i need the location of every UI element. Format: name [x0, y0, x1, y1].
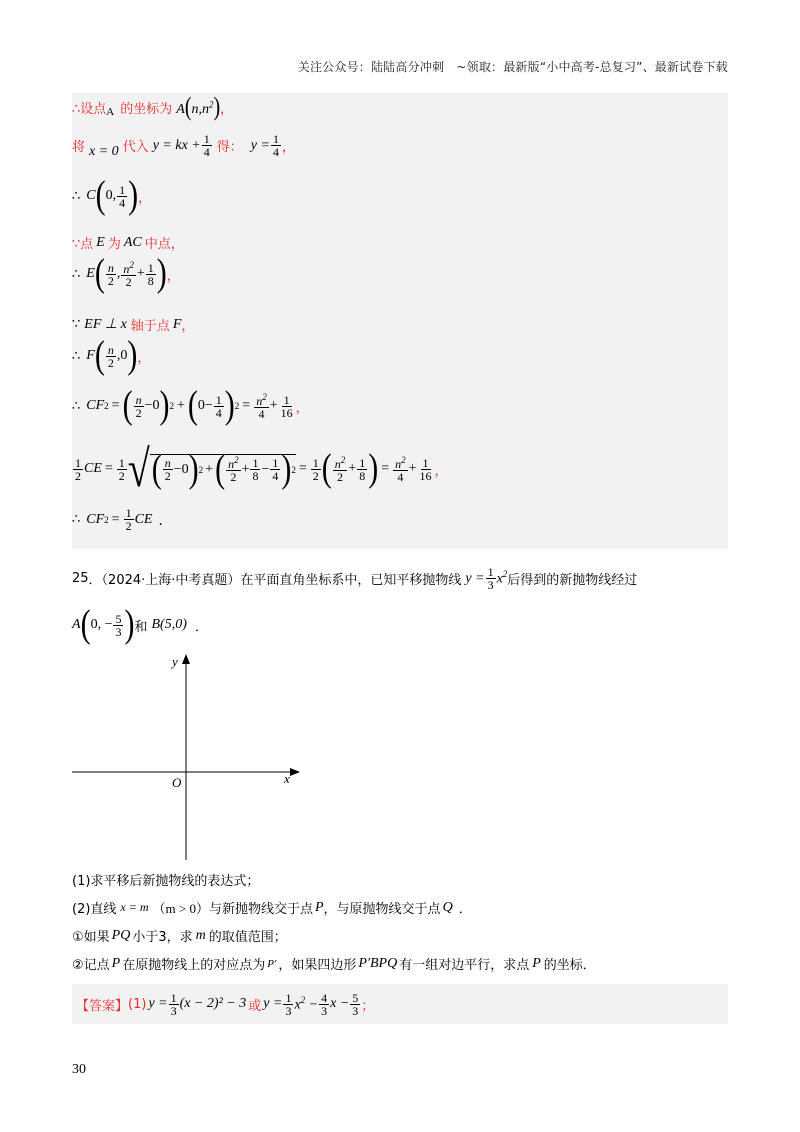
- because: ∵: [72, 317, 81, 332]
- page-number: 30: [72, 1062, 86, 1077]
- text: 轴于点: [130, 319, 170, 334]
- problem-points: A ( 0, − $\frac{5}{3}$ ) 和 B(5,0) ．: [72, 602, 208, 646]
- fraction: $\frac{1}{4}$: [203, 132, 210, 159]
- solution-line-7: ∴ F ( $\frac{n}{2}$ ,0 ) ，: [72, 333, 151, 377]
- problem-statement: 25 ．（2024·上海·中考真题）在平面直角坐标系中，已知平移抛物线 y = $\frac{1}{3}$ $x^2$ 后得到的新抛物线经过: [72, 565, 638, 592]
- fraction: $\frac{1}{4}$: [272, 132, 279, 159]
- text: 小于3，求: [132, 930, 193, 945]
- answer-part: (1): [128, 996, 147, 1012]
- question-2: [72, 898, 472, 917]
- text: ②记点: [72, 958, 110, 973]
- math: CF: [86, 511, 105, 527]
- math: x = 0: [89, 143, 119, 159]
- text: ，: [181, 319, 195, 334]
- point-label: F: [172, 316, 182, 332]
- solution-line-3: ∴ C ( 0, $\frac{1}{4}$ ) ，: [72, 173, 152, 217]
- text: (2)直线: [72, 902, 117, 917]
- point-label: Q: [442, 899, 453, 915]
- text: 有一组对边平行，求点: [399, 958, 530, 973]
- math: AC: [123, 234, 142, 250]
- point-label: C: [86, 188, 96, 203]
- math: （m > 0）: [152, 901, 209, 916]
- text: ，与原抛物线交于点: [323, 902, 441, 917]
- math: m: [195, 927, 206, 943]
- text: 代入: [122, 140, 149, 155]
- text: ，如果四边形: [278, 958, 357, 973]
- point-label: P: [532, 955, 541, 971]
- fraction: $\frac{1}{4}$: [119, 182, 126, 210]
- x-axis-arrow: [290, 768, 300, 776]
- text: 与新抛物线交于点: [208, 902, 313, 917]
- math: PQ: [111, 927, 131, 943]
- page-header: 关注公众号：陆陆高分冲刺 ~领取：最新版“小中高考-总复习”、最新试卷下载: [297, 60, 728, 74]
- text: 在原抛物线上的对应点为: [122, 958, 266, 973]
- math: y = kx +: [152, 137, 201, 153]
- solution-line-10: ∴ CF 2 = $\frac{1}{2}$ CE ．: [72, 506, 173, 533]
- text: 的坐标为: [120, 102, 173, 117]
- text: 的取值范围；: [208, 930, 287, 945]
- point-label: P′: [267, 957, 277, 970]
- text: 和: [134, 619, 148, 635]
- question-2-1: [72, 926, 287, 945]
- text: 将: [72, 140, 86, 155]
- question-1: (1)求平移后新抛物线的表达式；: [72, 874, 260, 889]
- text: ，: [220, 102, 234, 117]
- therefore: ∴: [72, 266, 81, 282]
- text: ①如果: [72, 930, 110, 945]
- point-label: A: [72, 617, 81, 632]
- point-label: B(5,0): [151, 617, 187, 632]
- math: EF ⊥ x: [84, 317, 127, 332]
- text: ∴设点: [72, 102, 107, 117]
- text: 得：: [216, 140, 243, 155]
- math: CF: [86, 398, 105, 413]
- math: P′BPQ: [358, 955, 398, 971]
- sqrt: √ ( $\frac{n}{2}$ −0 ) 2 + ( $\frac{n^2}{2}$ + $\frac{1}{8}$ − $\frac{1}{4}$ ) 2: [127, 439, 296, 498]
- y-axis-label: y: [172, 654, 178, 669]
- therefore: ∴: [72, 512, 81, 527]
- answer-label: 【答案】: [76, 998, 129, 1014]
- solution-block: [72, 93, 728, 549]
- solution-line-8: ∴ CF 2 = ( $\frac{n}{2}$ −0 ) 2 + ( 0− $\frac{1}{4}$ ) 2 = $\frac{n^2}{4}$ + $\frac{1}{16}$ ，: [72, 383, 309, 427]
- solution-line-1: [72, 92, 234, 122]
- point-label: E: [86, 266, 95, 281]
- point-label: E: [96, 234, 105, 250]
- answer-box: 【答案】 (1) y = $\frac{1}{3}$ (x − 2)² − 3 或 y = $\frac{1}{3}$ $x^2$ − $\frac{4}{3}$ x − $\frac{5}{3}$ ；: [72, 984, 728, 1024]
- math: x = m: [120, 900, 149, 914]
- point-label: P: [314, 899, 324, 915]
- point-label: F: [86, 348, 95, 363]
- origin-label: O: [172, 775, 182, 790]
- coordinate-axes-figure: [72, 650, 312, 865]
- solution-line-2: 将 x = 0 代入 y = kx + $\frac{1}{4}$ 得： y = $\frac{1}{4}$ ，: [72, 132, 295, 159]
- problem-text: ．（2024·上海·中考真题）在平面直角坐标系中，已知平移抛物线: [88, 573, 462, 588]
- solution-line-4: [72, 233, 184, 252]
- text: ．: [194, 619, 208, 635]
- solution-line-6: [72, 315, 194, 334]
- text: 为: [107, 237, 121, 252]
- therefore: ∴: [72, 348, 81, 364]
- math: y =: [250, 137, 270, 153]
- text: ∵点: [72, 237, 94, 252]
- math: CE: [84, 461, 102, 476]
- question-2-2: [72, 954, 596, 973]
- math: CE: [134, 511, 153, 527]
- y-axis-arrow: [182, 654, 190, 664]
- problem-number: 25: [72, 571, 89, 586]
- text: ；: [361, 998, 375, 1014]
- therefore: ∴: [72, 398, 81, 414]
- solution-line-5: ∴ E ( $\frac{n}{2}$ , $\frac{n^2}{2}$ + $\frac{1}{8}$ ) ，: [72, 251, 180, 295]
- problem-text: 后得到的新抛物线经过: [507, 573, 638, 588]
- text: 的坐标．: [543, 958, 596, 973]
- therefore: ∴: [72, 188, 81, 204]
- answer-math: (x − 2)² − 3: [179, 996, 247, 1011]
- x-axis-label: x: [284, 771, 290, 786]
- text: ．: [458, 902, 472, 917]
- text: 中点，: [144, 237, 184, 252]
- point-label: P: [111, 955, 121, 971]
- solution-line-9: $\frac{1}{2}$ CE = $\frac{1}{2}$ √ ( $\frac{n}{2}$ −0 ) 2 + ( $\frac{n^2}{2}$ + $\frac{1}{8}$ − $\frac{1}{4}$ ) 2 = $\frac{1}{2}$ ( $\frac{n^2}{2}$ + $\frac{1}{8}$ ) = $\frac{n^2}{4}$ + $\frac{1}{16}$ ，: [75, 439, 448, 498]
- point-label: A: [106, 105, 115, 118]
- coord-A: $A(n,n^2)$: [176, 92, 221, 122]
- text: 或: [248, 998, 262, 1014]
